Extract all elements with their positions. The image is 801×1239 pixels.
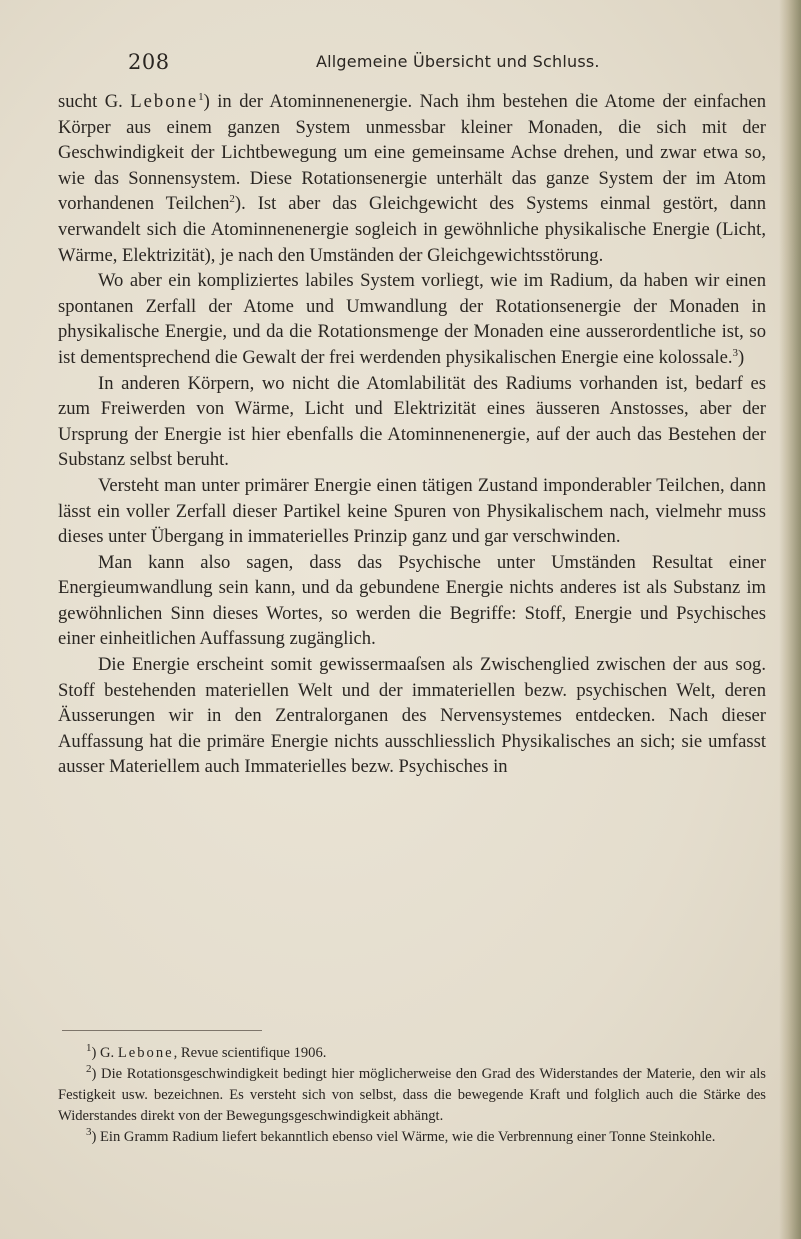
paragraph-2: Wo aber ein kompliziertes labiles System vorliegt, wie im Radium, da haben wir einen spontanen Zerfall der Atome und Umwandlung der Rotationsenergie der Monaden in physikalische Energie, und da die Rotationsmenge der Monaden eine ausserordentliche ist, so ist dementsprechend die Gewalt der frei werdenden physikalischen Energie eine kolossale.$^3$) [58, 270, 766, 368]
main-text [58, 89, 766, 780]
footnotes [58, 1043, 766, 1148]
footnote-ref-1[interactable]: 1 [198, 90, 204, 103]
footnote-1: $^1$) G. Lebone, Revue scientifique 1906. [86, 1042, 327, 1061]
running-head: Allgemeine Übersicht und Schluss. [316, 52, 600, 71]
page-edge-shadow [779, 0, 801, 1239]
footnote-divider [62, 1030, 262, 1031]
page-header [128, 50, 768, 78]
paragraph-1: sucht G. Lebone$^1$) in der Atominnenenergie. Nach ihm bestehen die Atome der einfachen Körper aus einem ganzen System unmessbar kleiner Monaden, die sich mit der Geschwindigkeit der Lichtbewegung um eine gemeinsame Achse drehen, und zwar etwa so, wie das Sonnensystem. Diese Rotationsenergie unterhält das ganze System der im Atom vorhandenen Teilchen$^2$). Ist aber das Gleichgewicht des Systems einmal gestört, dann verwandelt sich die Atominnenenergie sogleich in gewöhnliche physikalische Energie (Licht, Wärme, Elektrizität), je nach den Umständen der Gleichgewichtsstörung. [58, 90, 767, 266]
paragraph-6: Die Energie erscheint somit gewissermaaſsen als Zwischenglied zwischen der aus sog. Stoff bestehenden materiellen Welt und der immateriellen bezw. psychischen Welt, deren Äusserungen wir in den Zentralorganen des Nervensystemes entdecken. Nach dieser Auffassung hat die primäre Energie nichts ausschliesslich Physikalisches an sich; sie umfasst ausser Materiellem auch Immaterielles bezw. Psychisches in [58, 654, 766, 778]
footnote-2: $^2$) Die Rotationsgeschwindigkeit bedingt hier möglicherweise den Grad des Widerstandes der Materie, den wir als Festigkeit usw. bezeichnen. Es versteht sich von selbst, dass die bewegende Kraft und folglich auch die Stärke des Widerstandes direkt von der Bewegungsgeschwindigkeit abhängt. [58, 1063, 766, 1124]
paragraph-4: Versteht man unter primärer Energie einen tätigen Zustand imponderabler Teilchen, dann lässt ein voller Zerfall dieser Partikel keine Spuren von Physikalischem nach, vielmehr muss dieses unter Übergang in immaterielles Prinzip ganz und gar verschwinden. [58, 474, 766, 548]
footnote-ref-3[interactable]: 3 [732, 346, 738, 359]
footnote-3: $^3$) Ein Gramm Radium liefert bekanntlich ebenso viel Wärme, wie die Verbrennung einer Tonne Steinkohle. [86, 1126, 716, 1145]
author-name: Lebone [130, 91, 199, 112]
page-number: 208 [128, 50, 170, 74]
paragraph-3: In anderen Körpern, wo nicht die Atomlabilität des Radiums vorhanden ist, bedarf es zum Freiwerden von Wärme, Licht und Elektrizität eines äusseren Anstosses, aber der Ursprung der Energie ist hier ebenfalls die Atominnenenergie, auf der auch das Bestehen der Substanz selbst beruht. [58, 372, 766, 471]
footnote-ref-2[interactable]: 2 [229, 193, 235, 206]
paragraph-5: Man kann also sagen, dass das Psychische unter Umständen Resultat einer Energieumwandlung sein kann, und da gebundene Energie nichts anderes ist als Substanz im gewöhnlichen Sinn dieses Wortes, so werden die Begriffe: Stoff, Energie und Psychisches einer einheitlichen Auffassung zugänglich. [58, 551, 766, 650]
